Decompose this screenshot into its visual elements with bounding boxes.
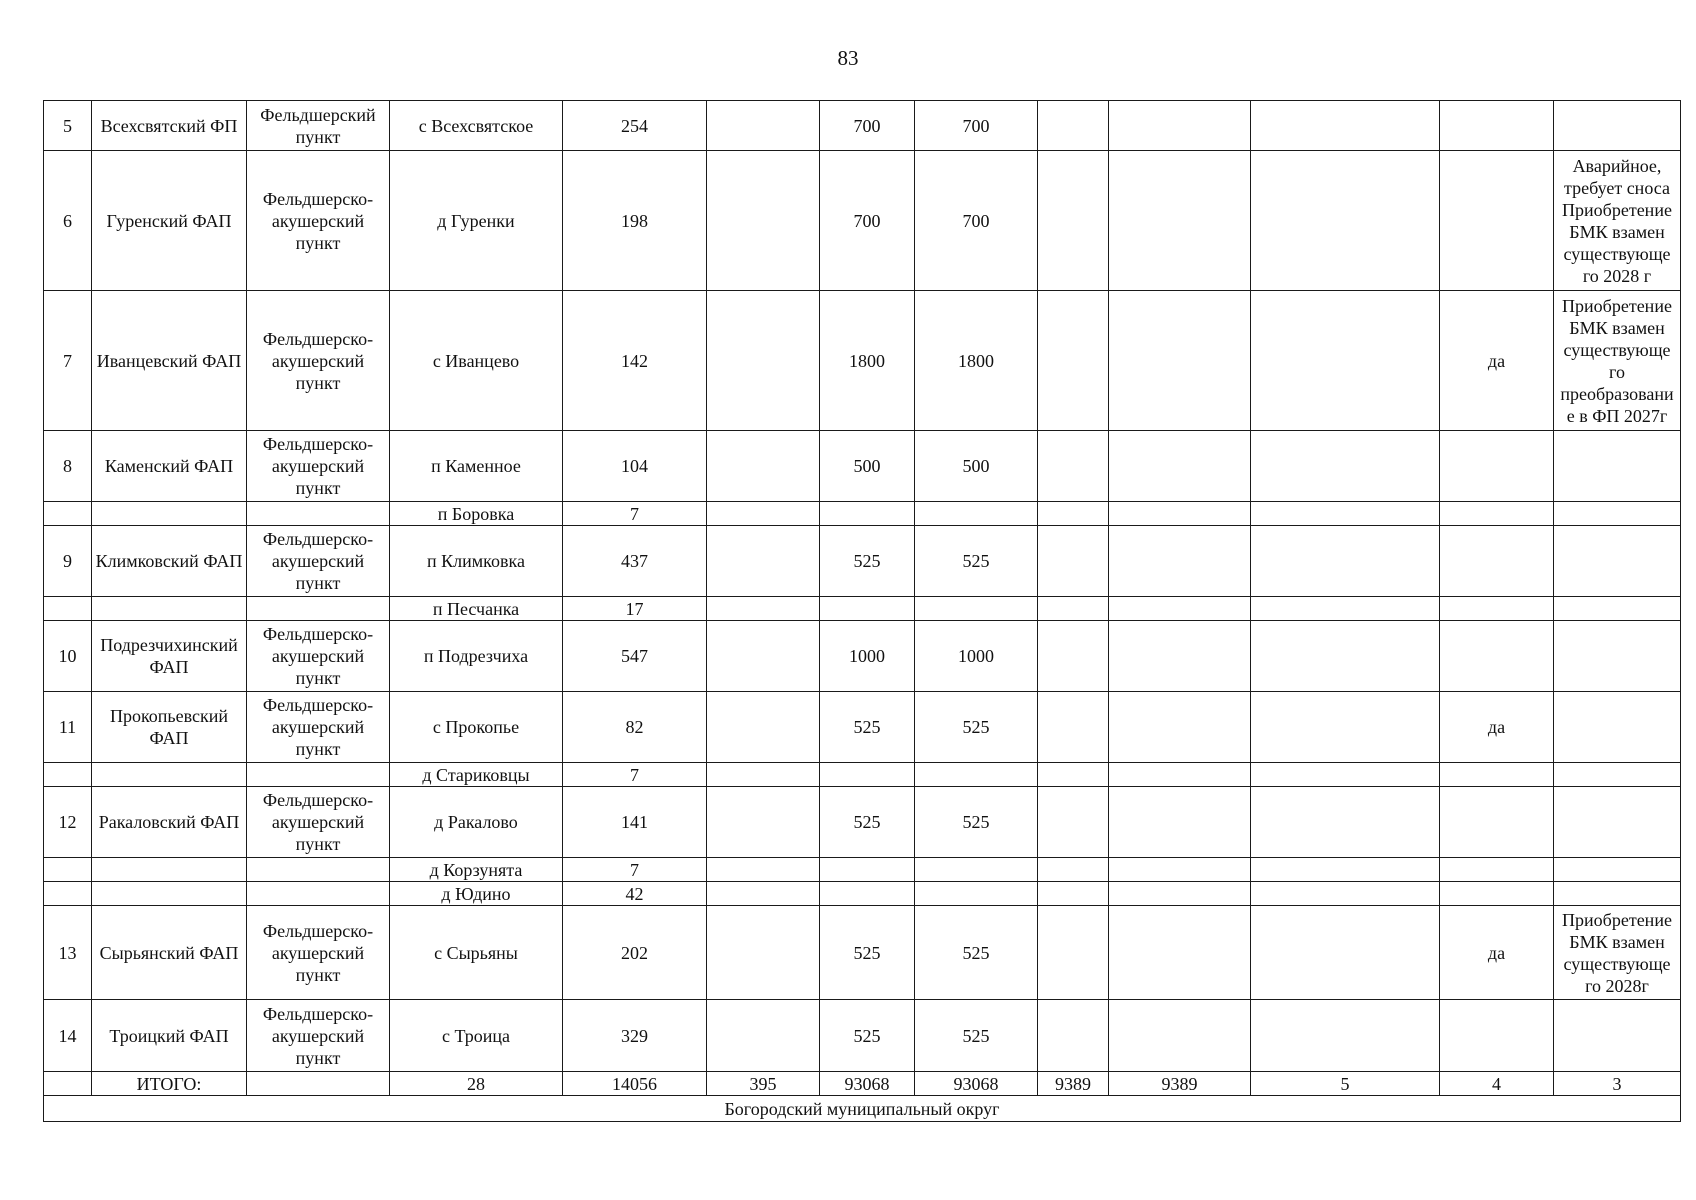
totals-cell [44,1072,92,1096]
col-11 [1251,787,1440,858]
col-8: 525 [915,787,1038,858]
note [1554,502,1681,526]
col-8 [915,858,1038,882]
population: 7 [563,858,707,882]
row-number [44,597,92,621]
facility-name: Сырьянский ФАП [92,906,247,1000]
col-8: 1000 [915,621,1038,692]
col-8: 525 [915,906,1038,1000]
facility-name [92,597,247,621]
col-12 [1440,1000,1554,1072]
row-number: 11 [44,692,92,763]
col-11 [1251,526,1440,597]
note [1554,597,1681,621]
facility-type [247,502,390,526]
col-12 [1440,597,1554,621]
col-9 [1038,526,1109,597]
col-11 [1251,597,1440,621]
col-11 [1251,692,1440,763]
facility-name: Ракаловский ФАП [92,787,247,858]
col-7: 525 [820,1000,915,1072]
facility-name: Прокопьевский ФАП [92,692,247,763]
col-6 [707,882,820,906]
note [1554,431,1681,502]
col-8 [915,502,1038,526]
col-9 [1038,291,1109,431]
col-6 [707,1000,820,1072]
col-10 [1109,763,1251,787]
facility-name [92,763,247,787]
col-9 [1038,858,1109,882]
table-body [44,101,1681,1122]
facility-type [247,763,390,787]
row-number [44,882,92,906]
facility-type: Фельдшерско-акушерский пункт [247,291,390,431]
page-number: 83 [837,46,859,70]
facility-type: Фельдшерско-акушерский пункт [247,1000,390,1072]
table-row [44,692,1681,763]
table-row [44,787,1681,858]
col-7: 500 [820,431,915,502]
col-6 [707,101,820,151]
col-10 [1109,151,1251,291]
col-8 [915,597,1038,621]
facility-name: Каменский ФАП [92,431,247,502]
col-12: да [1440,692,1554,763]
facility-name: Климковский ФАП [92,526,247,597]
col-6 [707,621,820,692]
totals-cell [247,1072,390,1096]
col-10 [1109,597,1251,621]
settlement: п Климковка [390,526,563,597]
col-9 [1038,151,1109,291]
col-10 [1109,291,1251,431]
settlement: д Корзунята [390,858,563,882]
settlement: с Прокопье [390,692,563,763]
population: 329 [563,1000,707,1072]
population: 82 [563,692,707,763]
col-12 [1440,431,1554,502]
section-row [44,1096,1681,1122]
col-7: 1000 [820,621,915,692]
col-7: 1800 [820,291,915,431]
population: 17 [563,597,707,621]
note [1554,101,1681,151]
totals-cell: 5 [1251,1072,1440,1096]
col-9 [1038,906,1109,1000]
col-6 [707,597,820,621]
col-11 [1251,858,1440,882]
table-row [44,621,1681,692]
facility-type: Фельдшерско-акушерский пункт [247,526,390,597]
col-9 [1038,621,1109,692]
table-row [44,906,1681,1000]
note: Аварийное, требует сноса Приобретение БМК взамен существующе го 2028 г [1554,151,1681,291]
table-row [44,101,1681,151]
col-7: 525 [820,906,915,1000]
col-7 [820,858,915,882]
settlement: с Иванцево [390,291,563,431]
col-12 [1440,763,1554,787]
col-6 [707,787,820,858]
settlement: с Троица [390,1000,563,1072]
col-11 [1251,763,1440,787]
totals-cell: 9389 [1038,1072,1109,1096]
population: 437 [563,526,707,597]
note [1554,858,1681,882]
col-9 [1038,1000,1109,1072]
population: 198 [563,151,707,291]
totals-row [44,1072,1681,1096]
note [1554,882,1681,906]
population: 104 [563,431,707,502]
col-8: 700 [915,101,1038,151]
note: Приобретение БМК взамен существующе го 2028г [1554,906,1681,1000]
col-9 [1038,101,1109,151]
table-row [44,882,1681,906]
col-11 [1251,502,1440,526]
facility-name: Всехсвятский ФП [92,101,247,151]
col-12 [1440,502,1554,526]
settlement: с Всехсвятское [390,101,563,151]
row-number: 7 [44,291,92,431]
facility-type: Фельдшерско-акушерский пункт [247,906,390,1000]
col-12 [1440,526,1554,597]
facility-name [92,858,247,882]
table-row [44,431,1681,502]
col-6 [707,526,820,597]
facilities-table [43,100,1681,1122]
col-10 [1109,621,1251,692]
col-11 [1251,151,1440,291]
col-7 [820,882,915,906]
row-number: 5 [44,101,92,151]
facility-type: Фельдшерско-акушерский пункт [247,621,390,692]
row-number: 13 [44,906,92,1000]
col-12 [1440,101,1554,151]
col-9 [1038,502,1109,526]
col-6 [707,431,820,502]
note: Приобретение БМК взамен существующе го преобразовани е в ФП 2027г [1554,291,1681,431]
col-7: 525 [820,787,915,858]
col-7: 700 [820,151,915,291]
col-10 [1109,858,1251,882]
settlement: д Стариковцы [390,763,563,787]
settlement: п Боровка [390,502,563,526]
col-9 [1038,431,1109,502]
population: 141 [563,787,707,858]
col-12 [1440,621,1554,692]
col-11 [1251,431,1440,502]
table-row [44,151,1681,291]
col-10 [1109,101,1251,151]
population: 547 [563,621,707,692]
note [1554,763,1681,787]
col-8 [915,882,1038,906]
col-11 [1251,882,1440,906]
facility-name: Иванцевский ФАП [92,291,247,431]
col-7 [820,597,915,621]
col-11 [1251,621,1440,692]
col-8: 500 [915,431,1038,502]
col-12: да [1440,906,1554,1000]
row-number: 10 [44,621,92,692]
col-7: 525 [820,692,915,763]
settlement: д Ракалово [390,787,563,858]
settlement: д Юдино [390,882,563,906]
facility-type: Фельдшерско-акушерский пункт [247,692,390,763]
row-number: 12 [44,787,92,858]
table-row [44,502,1681,526]
facility-type: Фельдшерско-акушерский пункт [247,431,390,502]
section-title: Богородский муниципальный округ [44,1096,1681,1122]
facility-name: Гуренский ФАП [92,151,247,291]
col-10 [1109,431,1251,502]
row-number [44,763,92,787]
col-7: 700 [820,101,915,151]
table-row [44,291,1681,431]
table-row [44,763,1681,787]
col-8: 1800 [915,291,1038,431]
col-9 [1038,787,1109,858]
col-7: 525 [820,526,915,597]
population: 202 [563,906,707,1000]
col-12 [1440,882,1554,906]
col-9 [1038,692,1109,763]
population: 42 [563,882,707,906]
col-6 [707,291,820,431]
row-number [44,502,92,526]
table-row [44,526,1681,597]
totals-cell: 9389 [1109,1072,1251,1096]
facility-type: Фельдшерский пункт [247,101,390,151]
settlement: п Песчанка [390,597,563,621]
col-8: 525 [915,526,1038,597]
col-7 [820,502,915,526]
col-8: 525 [915,692,1038,763]
settlement: с Сырьяны [390,906,563,1000]
row-number: 9 [44,526,92,597]
col-12 [1440,787,1554,858]
col-10 [1109,502,1251,526]
col-8: 525 [915,1000,1038,1072]
note [1554,1000,1681,1072]
col-6 [707,502,820,526]
totals-cell: 93068 [820,1072,915,1096]
col-7 [820,763,915,787]
note [1554,787,1681,858]
col-6 [707,858,820,882]
totals-cell: 3 [1554,1072,1681,1096]
col-10 [1109,692,1251,763]
totals-cell: 14056 [563,1072,707,1096]
col-11 [1251,291,1440,431]
totals-cell: 4 [1440,1072,1554,1096]
totals-cell: 395 [707,1072,820,1096]
col-6 [707,692,820,763]
table-row [44,1000,1681,1072]
col-11 [1251,906,1440,1000]
facility-name: Подрезчихинский ФАП [92,621,247,692]
row-number: 8 [44,431,92,502]
col-6 [707,906,820,1000]
totals-cell: 28 [390,1072,563,1096]
col-12: да [1440,291,1554,431]
facility-type [247,597,390,621]
note [1554,621,1681,692]
row-number: 14 [44,1000,92,1072]
row-number: 6 [44,151,92,291]
population: 7 [563,763,707,787]
note [1554,526,1681,597]
population: 142 [563,291,707,431]
row-number [44,858,92,882]
col-11 [1251,1000,1440,1072]
totals-label: ИТОГО: [92,1072,247,1096]
col-12 [1440,858,1554,882]
settlement: д Гуренки [390,151,563,291]
col-6 [707,763,820,787]
table-row [44,597,1681,621]
col-12 [1440,151,1554,291]
facility-type: Фельдшерско-акушерский пункт [247,787,390,858]
facility-type: Фельдшерско-акушерский пункт [247,151,390,291]
col-10 [1109,526,1251,597]
col-11 [1251,101,1440,151]
col-6 [707,151,820,291]
table-row [44,858,1681,882]
facility-name: Троицкий ФАП [92,1000,247,1072]
facility-name [92,502,247,526]
facility-name [92,882,247,906]
settlement: п Подрезчиха [390,621,563,692]
col-10 [1109,1000,1251,1072]
col-8: 700 [915,151,1038,291]
note [1554,692,1681,763]
col-9 [1038,597,1109,621]
col-9 [1038,763,1109,787]
col-8 [915,763,1038,787]
facility-type [247,882,390,906]
col-10 [1109,787,1251,858]
col-10 [1109,882,1251,906]
settlement: п Каменное [390,431,563,502]
col-9 [1038,882,1109,906]
population: 254 [563,101,707,151]
col-10 [1109,906,1251,1000]
totals-cell: 93068 [915,1072,1038,1096]
facility-type [247,858,390,882]
population: 7 [563,502,707,526]
